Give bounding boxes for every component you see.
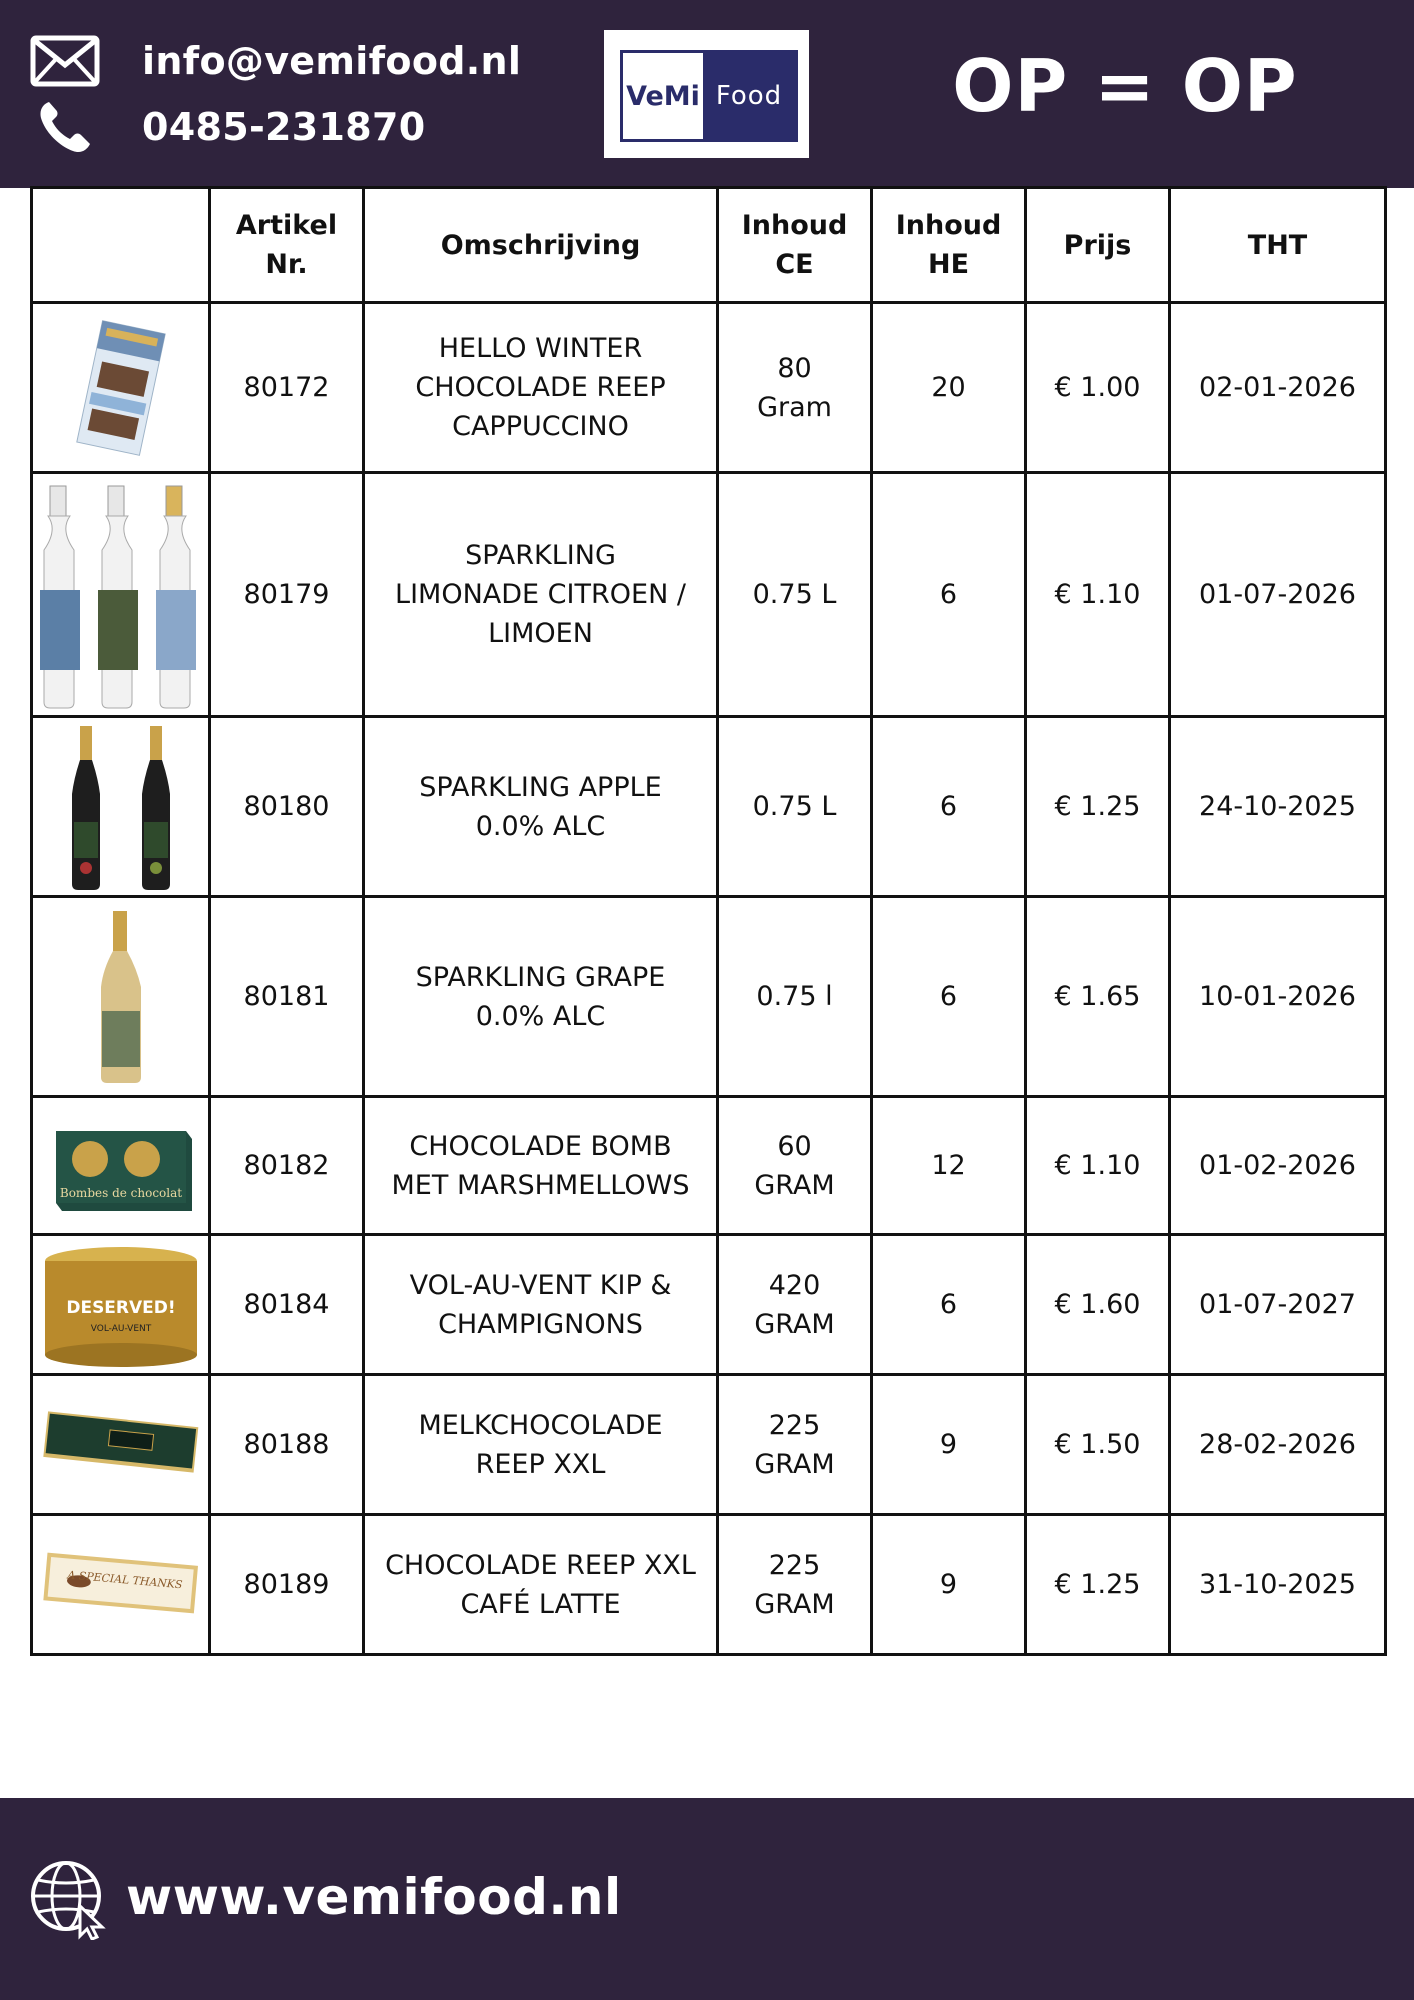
svg-text:VOL-AU-VENT: VOL-AU-VENT	[90, 1323, 151, 1334]
product-image-cell	[32, 473, 210, 717]
inhoud-ce-cell: 225 GRAM	[718, 1515, 872, 1655]
description-cell: HELLO WINTER CHOCOLADE REEP CAPPUCCINO	[364, 303, 718, 473]
artikel-nr-cell: 80180	[210, 717, 364, 897]
header-tht: THT	[1170, 188, 1386, 303]
envelope-icon	[30, 32, 100, 90]
vol-au-vent-tin-image	[39, 1241, 202, 1369]
description-cell: MELKCHOCOLADE REEP XXL	[364, 1375, 718, 1515]
grape-sparkling-bottle-image	[39, 907, 202, 1087]
artikel-nr-cell: 80188	[210, 1375, 364, 1515]
price-cell: € 1.25	[1026, 1515, 1170, 1655]
phone-number: 0485-231870	[142, 105, 426, 149]
tht-cell: 01-07-2026	[1170, 473, 1386, 717]
inhoud-he-cell: 6	[872, 897, 1026, 1097]
inhoud-ce-cell: 0.75 L	[718, 473, 872, 717]
inhoud-he-cell: 6	[872, 473, 1026, 717]
inhoud-he-cell: 6	[872, 717, 1026, 897]
table-row	[32, 1235, 1386, 1375]
table-header-row	[32, 188, 1386, 303]
inhoud-he-cell: 20	[872, 303, 1026, 473]
vemifood-logo	[604, 30, 809, 158]
tht-cell: 28-02-2026	[1170, 1375, 1386, 1515]
tht-cell: 31-10-2025	[1170, 1515, 1386, 1655]
cafe-latte-bar-image	[39, 1545, 202, 1625]
email-link[interactable]: info@vemifood.nl	[142, 39, 522, 83]
tht-cell: 01-07-2027	[1170, 1235, 1386, 1375]
inhoud-ce-cell: 60 GRAM	[718, 1097, 872, 1235]
header-prijs: Prijs	[1026, 188, 1170, 303]
inhoud-ce-cell: 0.75 l	[718, 897, 872, 1097]
header-bar	[0, 0, 1414, 188]
chocolate-bar-image	[39, 318, 202, 458]
milk-chocolate-bar-image	[39, 1405, 202, 1485]
svg-text:DESERVED!: DESERVED!	[65, 1297, 176, 1318]
table-row	[32, 897, 1386, 1097]
inhoud-he-cell: 9	[872, 1375, 1026, 1515]
inhoud-he-cell: 12	[872, 1097, 1026, 1235]
website-link[interactable]: www.vemifood.nl	[126, 1868, 622, 1926]
table-row	[32, 303, 1386, 473]
tht-cell: 24-10-2025	[1170, 717, 1386, 897]
inhoud-ce-cell: 80 Gram	[718, 303, 872, 473]
product-image-cell	[32, 1515, 210, 1655]
header-image	[32, 188, 210, 303]
logo-food-text: Food	[703, 53, 795, 139]
artikel-nr-cell: 80181	[210, 897, 364, 1097]
description-cell: VOL-AU-VENT KIP & CHAMPIGNONS	[364, 1235, 718, 1375]
artikel-nr-cell: 80184	[210, 1235, 364, 1375]
svg-text:Bombes de chocolat: Bombes de chocolat	[59, 1185, 182, 1200]
price-cell: € 1.65	[1026, 897, 1170, 1097]
product-image-cell	[32, 717, 210, 897]
price-cell: € 1.25	[1026, 717, 1170, 897]
inhoud-he-cell: 6	[872, 1235, 1026, 1375]
table-row	[32, 717, 1386, 897]
footer-bar	[0, 1798, 1414, 2000]
lemonade-bottles-image	[33, 480, 208, 710]
artikel-nr-cell: 80182	[210, 1097, 364, 1235]
svg-text:A SPECIAL THANKS: A SPECIAL THANKS	[66, 1567, 183, 1591]
header-artikel-nr: Artikel Nr.	[210, 188, 364, 303]
header-inhoud-he: Inhoud HE	[872, 188, 1026, 303]
description-cell: SPARKLING APPLE 0.0% ALC	[364, 717, 718, 897]
price-cell: € 1.00	[1026, 303, 1170, 473]
description-cell: SPARKLING LIMONADE CITROEN / LIMOEN	[364, 473, 718, 717]
price-cell: € 1.50	[1026, 1375, 1170, 1515]
description-cell: SPARKLING GRAPE 0.0% ALC	[364, 897, 718, 1097]
tht-cell: 10-01-2026	[1170, 897, 1386, 1097]
product-image-cell	[32, 897, 210, 1097]
price-cell: € 1.60	[1026, 1235, 1170, 1375]
header-inhoud-ce: Inhoud CE	[718, 188, 872, 303]
product-image-cell	[32, 303, 210, 473]
tht-cell: 02-01-2026	[1170, 303, 1386, 473]
price-cell: € 1.10	[1026, 1097, 1170, 1235]
table-row	[32, 1375, 1386, 1515]
artikel-nr-cell: 80189	[210, 1515, 364, 1655]
email-contact	[30, 32, 521, 90]
chocolate-bomb-box-image	[39, 1111, 202, 1221]
page-title: OP = OP	[952, 44, 1298, 128]
inhoud-ce-cell: 225 GRAM	[718, 1375, 872, 1515]
logo-vemi-text: VeMi	[626, 80, 700, 112]
price-cell: € 1.10	[1026, 473, 1170, 717]
table-row	[32, 1515, 1386, 1655]
product-image-cell	[32, 1097, 210, 1235]
inhoud-ce-cell: 420 GRAM	[718, 1235, 872, 1375]
phone-contact	[30, 98, 425, 156]
logo-frame	[620, 50, 798, 142]
inhoud-he-cell: 9	[872, 1515, 1026, 1655]
globe-cursor-icon	[30, 1860, 110, 1940]
header-omschrijving: Omschrijving	[364, 188, 718, 303]
description-cell: CHOCOLADE REEP XXL CAFÉ LATTE	[364, 1515, 718, 1655]
tht-cell: 01-02-2026	[1170, 1097, 1386, 1235]
product-table	[30, 186, 1387, 1656]
table-row	[32, 1097, 1386, 1235]
artikel-nr-cell: 80172	[210, 303, 364, 473]
description-cell: CHOCOLADE BOMB MET MARSHMELLOWS	[364, 1097, 718, 1235]
product-image-cell	[32, 1235, 210, 1375]
phone-icon	[30, 98, 100, 156]
artikel-nr-cell: 80179	[210, 473, 364, 717]
apple-sparkling-bottles-image	[39, 722, 202, 892]
table-row	[32, 473, 1386, 717]
product-image-cell	[32, 1375, 210, 1515]
inhoud-ce-cell: 0.75 L	[718, 717, 872, 897]
